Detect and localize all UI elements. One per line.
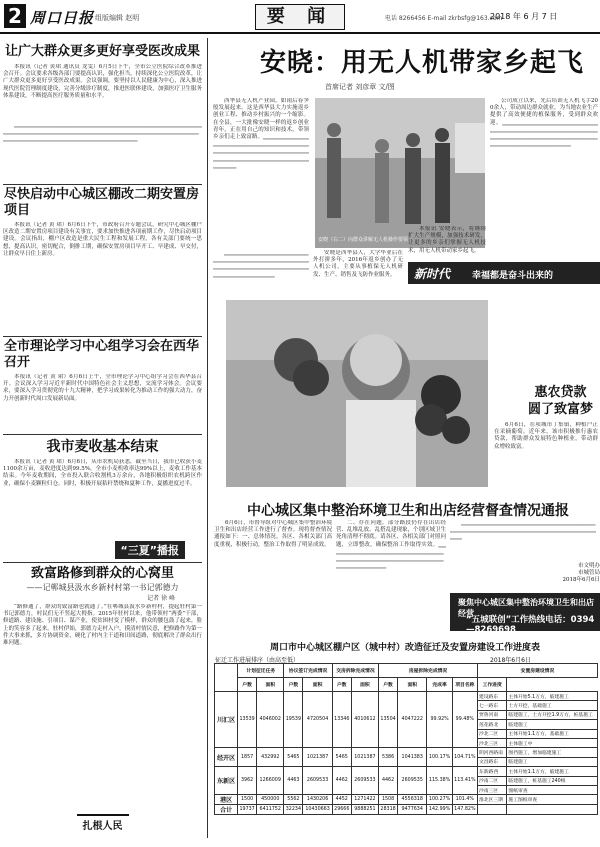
project-progress-cell: 主体开始1.1万方，基础施工 bbox=[507, 729, 598, 738]
contact-info: 电话 8266456 E-mail zkrbsfg@163.com bbox=[385, 15, 503, 22]
project-progress-cell: 临建施工 bbox=[507, 757, 598, 766]
table-cell: 1857 bbox=[238, 748, 257, 767]
subheader-cell: 面积 bbox=[351, 678, 378, 692]
district-cell: 东新区 bbox=[215, 767, 238, 795]
table-cell: 4010612 bbox=[351, 692, 378, 748]
table-cell: 100.27% bbox=[427, 795, 452, 805]
table-cell: 147.82% bbox=[452, 805, 477, 815]
header-cell bbox=[215, 664, 238, 692]
table-header-row bbox=[215, 664, 598, 678]
notice-signature: 市文明办 市城管局 2018年6月6日 bbox=[562, 563, 600, 583]
divider bbox=[3, 336, 202, 337]
table-cell: 13504 bbox=[379, 692, 398, 748]
table-cell: 432992 bbox=[257, 748, 284, 767]
table-cell: 1041383 bbox=[398, 748, 427, 767]
article-2-headline: 尽快启动中心城区棚改二期安置房项目 bbox=[4, 187, 200, 218]
project-name-cell: 淮北区三期 bbox=[477, 795, 506, 805]
table-cell: 2609533 bbox=[351, 767, 378, 795]
table-row bbox=[215, 692, 598, 701]
new-era-banner bbox=[408, 262, 600, 284]
table-cell: 100.17% bbox=[427, 748, 452, 767]
project-name-cell: 沙北三区 bbox=[477, 738, 506, 747]
grape-photo-image bbox=[226, 300, 488, 487]
table-cell: 4462 bbox=[332, 767, 351, 795]
header-cell: 安置房建设情况 bbox=[477, 664, 597, 678]
left-column bbox=[0, 38, 205, 847]
main-byline: 首席记者 刘彦章 文/图 bbox=[325, 83, 395, 91]
project-progress-cell: 主体开始1.1万方，临建施工 bbox=[507, 767, 598, 776]
main-col-1: 西华县无人机产业园，如雨后春笋般发展起来。这是西华县大力实施返乡创业工程、推动乡村振兴的一个缩影。在全县，一大批像安晓一样的返乡创业青年，正在用自己的知识和技术，带领乡亲们走上致富路。▁▁▁▁▁▁▁▁▁▁▁▁▁▁▁▁▁▁▁▁▁▁▁▁▁▁▁▁▁▁▁▁▁▁▁▁▁▁▁▁▁▁▁▁▁▁▁▁▁▁▁▁▁▁▁▁▁▁▁▁▁▁▁▁▁▁▁▁▁▁▁▁▁▁▁▁▁▁▁▁▁▁▁▁▁▁▁▁▁▁▁▁▁ bbox=[213, 98, 309, 169]
divider bbox=[3, 562, 202, 563]
section-title: 要 闻 bbox=[255, 4, 345, 30]
project-name-cell bbox=[477, 805, 506, 815]
district-cell: 川汇区 bbox=[215, 692, 238, 748]
header-cell: 交房拆除完成情况 bbox=[332, 664, 378, 678]
table-cell: 29666 bbox=[332, 805, 351, 815]
table-subheader-row bbox=[215, 678, 598, 692]
main-col-4: 本报讯 安晓表示，将继续扩大生产规模，加强技术研发，让更多的乡亲们掌握无人机技术，用无人机带动家乡起飞。 bbox=[408, 226, 486, 254]
table-cell: 2609535 bbox=[398, 767, 427, 795]
table-cell: 13539 bbox=[238, 692, 257, 748]
project-name-cell: 七一路东 bbox=[477, 701, 506, 710]
zhagen-banner-wrap bbox=[0, 814, 205, 833]
project-name-cell: 沙北二区 bbox=[477, 729, 506, 738]
project-progress-cell: 施工图纸审查 bbox=[507, 795, 598, 805]
table-cell: 4452 bbox=[332, 795, 351, 805]
notice-headline: 中心城区集中整治环境卫生和出店经营督查情况通报 bbox=[247, 503, 569, 519]
table-cell: 1271422 bbox=[351, 795, 378, 805]
project-name-cell: 莲花路北 bbox=[477, 720, 506, 729]
subheader-cell: 面积 bbox=[257, 678, 284, 692]
hotline-title: 聚焦中心城区集中整治环境卫生和出店经营 bbox=[458, 598, 594, 618]
column-divider bbox=[207, 38, 208, 838]
table-cell: 1430206 bbox=[303, 795, 332, 805]
new-era-slogan: 幸福都是奋斗出来的 bbox=[472, 271, 554, 281]
project-name-cell: 沙南三区 bbox=[477, 785, 506, 794]
header-cell: 协议签订完成情况 bbox=[284, 664, 332, 678]
table-cell: 5562 bbox=[284, 795, 303, 805]
project-progress-cell: 临建施工，土方开挖1.9万方，桩基施工 bbox=[507, 710, 598, 719]
table-cell: 4463 bbox=[284, 767, 303, 795]
table-cell: 3962 bbox=[238, 767, 257, 795]
project-name-cell: 沙南二区 bbox=[477, 776, 506, 785]
loan-body: 6月6日，在项城市丁集镇，种植户正在采摘葡萄。近年来，该市积极推行惠农贷款，帮助群众发展特色种植业，带动群众增收致富。 bbox=[494, 422, 598, 450]
table-cell: 450000 bbox=[257, 795, 284, 805]
table-row bbox=[215, 748, 598, 757]
article-1-body: ▁▁▁▁▁▁▁▁▁▁▁▁▁▁▁▁▁▁▁▁▁▁▁▁▁▁▁▁▁▁▁▁▁▁▁▁▁▁▁▁▁▁▁▁▁▁▁▁▁▁▁▁▁▁▁▁▁▁▁▁▁▁▁▁▁▁▁▁▁▁▁▁▁▁▁▁▁▁▁▁▁▁▁▁▁▁▁▁▁▁▁▁▁▁▁▁▁▁▁▁▁▁▁▁▁▁▁▁▁▁▁▁▁▁▁▁▁▁▁▁▁▁▁▁▁▁▁▁▁▁▁▁▁▁▁ bbox=[3, 122, 202, 143]
subheader-cell: 户数 bbox=[379, 678, 398, 692]
article-5-subhead: ——记郸城县汲水乡新村村第一书记郭德力 bbox=[26, 583, 179, 592]
project-progress-cell: 围挡施工，增加临建施工 bbox=[507, 748, 598, 757]
project-name-cell: 贾鲁河南 bbox=[477, 710, 506, 719]
article-1-lead: 本报讯（记者 黄珺 通讯员 龙雯）6月5日下午，全市公立医院综合改革推进会召开。会议要求各级各部门要提高认识，强化担当，持续深化公立医院改革，让广大群众更多更好享受医改成果。会议强调，要坚持以人民健康为中心，深入推进现代医院管理制度建设，完善分级诊疗制度，推进医联体建设，加强医疗卫生服务体系建设，不断提高医疗服务质量和水平。 bbox=[3, 64, 202, 99]
zhagen-banner: 扎根人民 bbox=[77, 814, 129, 833]
page-number: 2 bbox=[4, 4, 26, 28]
subheader-cell: 户数 bbox=[284, 678, 303, 692]
new-era-title: 新时代 bbox=[414, 267, 451, 281]
article-3-body: 本报讯（记者 黄 珺）6月6日上午，全市理论学习中心组学习会在西华县召开。会议深入学习习近平新时代中国特色社会主义思想，交流学习体会。会议要求，要深入学习贯彻党的十九大精神，把学习成果转化为推动工作的强大动力，奋力开创新时代周口发展新局面。 bbox=[3, 374, 202, 402]
table-cell: 2609533 bbox=[303, 767, 332, 795]
table-cell: 5465 bbox=[332, 748, 351, 767]
loan-headline: 惠农贷款 圆了致富梦 bbox=[528, 385, 594, 417]
table-cell: 6411752 bbox=[257, 805, 284, 815]
district-cell: 港区 bbox=[215, 795, 238, 805]
table-cell: 101.4% bbox=[452, 795, 477, 805]
table-date: 2018年6月6日 bbox=[490, 657, 531, 664]
table-cell: 9888251 bbox=[351, 805, 378, 815]
table-cell: 1021387 bbox=[303, 748, 332, 767]
table-cell: 5386 bbox=[379, 748, 398, 767]
table-row bbox=[215, 767, 598, 776]
divider bbox=[3, 434, 202, 435]
table-cell: 19737 bbox=[238, 805, 257, 815]
table-cell: 4047222 bbox=[398, 692, 427, 748]
subheader-cell: 面积 bbox=[303, 678, 332, 692]
table-cell: 4720504 bbox=[303, 692, 332, 748]
district-cell: 经开区 bbox=[215, 748, 238, 767]
article-4-body: 本报讯（记者 黄 珺）6月6日，从市农机局获悉，截至当日，我市已收获小麦1100余万亩，麦收进度达到99.5%，全市小麦机收率达99%以上，麦收工作基本结束。今年麦收期间，全市投入联合收割机3万余台，各地积极组织农机跨区作业，确保小麦颗粒归仓。同时，积极开展秸秆禁烧和夏种工作，夏播进度过半。 bbox=[3, 459, 202, 487]
editor-credit: 组版编辑 赵明 bbox=[95, 14, 140, 22]
table-cell: 99.92% bbox=[427, 692, 452, 748]
table-cell: 115.38% bbox=[427, 767, 452, 795]
article-5-headline: 致富路修到群众的心窝里 bbox=[30, 566, 174, 581]
divider bbox=[3, 184, 202, 185]
article-4-headline: 我市麦收基本结束 bbox=[46, 439, 159, 455]
notice-body-2: 二、存在问题。部分路段仍存在出店经营、乱堆乱放、乱搭乱建现象，个别区域卫生死角清理不彻底。请各区、各相关部门对照问题，立即整改，确保整治工作取得实效。▁▁▁▁▁▁▁▁▁▁▁▁▁▁▁▁▁▁▁▁▁▁▁▁▁▁▁▁▁▁▁▁▁▁▁▁▁▁▁▁▁▁▁▁▁▁▁▁▁▁▁▁▁▁▁▁▁▁▁▁▁▁▁▁▁▁▁▁▁▁▁ bbox=[336, 520, 446, 570]
subheader-cell: 工作进度 bbox=[477, 678, 506, 692]
article-5-body: “路修通了，群众的致富路也就通了。”在郸城县汲水乡新村村，提起驻村第一书记郭德力，村民们无不竖起大拇指。2015年驻村以来，他带领村“两委”干部，修道路、建设施、引项目、谋产业，使贫困村变了模样，群众的腰包鼓了起来，脸上的笑容多了起来。驻村伊始，郭德力走村入户，摸清村情民意，把修路作为第一件大事来抓，多方协调资金，硬化了村内主干道和田间道路，彻底解决了群众出行难问题。 bbox=[3, 604, 202, 647]
project-name-cell: 文昌路东 bbox=[477, 757, 506, 766]
table-row bbox=[215, 795, 598, 805]
subheader-cell: 户数 bbox=[332, 678, 351, 692]
table-cell: 113.41% bbox=[452, 767, 477, 795]
table-row bbox=[215, 805, 598, 815]
table-cell: 28318 bbox=[379, 805, 398, 815]
table-cell: 1021387 bbox=[351, 748, 378, 767]
project-progress-cell: 临建施工 bbox=[507, 720, 598, 729]
table-cell: 4556318 bbox=[398, 795, 427, 805]
table-cell: 19539 bbox=[284, 692, 303, 748]
table-cell: 99.48% bbox=[452, 692, 477, 748]
main-col-2: 安晓是西华县人，大学毕业后在外打拼多年，2016年返乡创办了无人机公司，主要从事植保无人机研发、生产、销售及飞防作业服务。 bbox=[313, 250, 403, 278]
subheader-cell: 户数 bbox=[238, 678, 257, 692]
drone-photo-caption: 安晓（右二）向群众讲解无人机操作要领 bbox=[318, 237, 409, 243]
district-cell: 合计 bbox=[215, 805, 238, 815]
header-cell: 计划征迁任务 bbox=[238, 664, 284, 678]
table-cell: 32234 bbox=[284, 805, 303, 815]
project-progress-cell: 主体开始5.1万方，临建施工 bbox=[507, 692, 598, 701]
table-cell: 13346 bbox=[332, 692, 351, 748]
table-title: 周口市中心城区棚户区（城中村）改造征迁及安置房建设工作进度表 bbox=[269, 643, 540, 653]
hotline-box bbox=[450, 593, 600, 635]
project-progress-cell: 主体施工中 bbox=[507, 738, 598, 747]
masthead bbox=[0, 0, 600, 34]
issue-date: 2018 年 6 月 7 日 bbox=[490, 12, 558, 21]
notice-body-3: ▁▁▁▁▁▁▁▁▁▁▁▁▁▁▁▁▁▁▁▁▁▁▁▁▁▁▁▁▁▁▁▁▁▁▁▁▁▁▁▁▁▁▁▁▁▁▁▁▁▁▁▁▁▁▁▁▁▁▁▁▁▁▁▁▁▁▁▁▁▁▁▁▁▁▁▁ bbox=[450, 520, 596, 541]
project-progress-cell: 临建施工，桩基施工240根 bbox=[507, 776, 598, 785]
table-cell: 4046002 bbox=[257, 692, 284, 748]
main-col-3: 公司成立以来，先后培训无人机飞手200余人，带动周边群众就业，为当地农业生产提供了高效便捷的植保服务，受到群众欢迎。▁▁▁▁▁▁▁▁▁▁▁▁▁▁▁▁▁▁▁▁▁▁▁▁▁▁▁▁▁▁▁▁▁▁▁▁▁▁▁▁▁▁▁▁▁▁▁▁▁▁▁▁▁▁▁▁▁▁▁▁▁▁▁▁▁▁▁▁▁▁▁▁▁▁▁▁▁▁▁▁▁▁▁▁▁▁▁▁▁▁▁▁▁▁▁▁▁▁▁▁▁▁ bbox=[490, 98, 598, 148]
subheader-cell: 完成率 bbox=[427, 678, 452, 692]
header-cell: 房屋拆除完成情况 bbox=[379, 664, 478, 678]
main-col-1b: ▁▁▁▁▁▁▁▁▁▁▁▁▁▁▁▁▁▁▁▁▁▁▁▁▁▁▁▁▁▁▁▁▁▁▁▁▁▁▁▁▁▁▁▁▁▁▁▁▁▁▁▁▁▁▁▁▁▁▁▁▁▁▁▁▁▁▁▁▁▁▁▁▁▁▁▁▁▁▁▁▁▁▁▁▁▁▁▁ bbox=[213, 250, 309, 278]
project-progress-cell bbox=[507, 805, 598, 815]
table-cell: 1500 bbox=[238, 795, 257, 805]
article-2-body: 本报讯（记者 黄 珺）6月6日下午，市政府召开专题会议，研究中心城区棚户区改造二期安置房项目建设有关事宜，要求加快推进各项前期工作，尽快启动项目建设。会议指出，棚户区改造是重大民生工程和发展工程，各有关部门要统一思想，提高认识，密切配合，倒排工期，确保安置房项目早开工、早建成、早交付，让群众早日住上新房。 bbox=[3, 222, 202, 257]
project-progress-cell: 土方开挖，基础施工 bbox=[507, 701, 598, 710]
table-note: 征迁工作进展排序（由高至低） bbox=[215, 657, 300, 664]
table-cell: 104.71% bbox=[452, 748, 477, 767]
project-name-cell: 阴河西路南 bbox=[477, 748, 506, 757]
subheader-cell: 面积 bbox=[398, 678, 427, 692]
project-name-cell: 建设路东 bbox=[477, 692, 506, 701]
table-cell: 1508 bbox=[379, 795, 398, 805]
project-progress-cell: 图纸审查 bbox=[507, 785, 598, 794]
table-cell: 5465 bbox=[284, 748, 303, 767]
main-headline: 安晓：用无人机带家乡起飞 bbox=[260, 48, 585, 78]
subheader-cell: 项目名称 bbox=[452, 678, 477, 692]
notice-body-1: 6月6日，市督导组对中心城区集中整治环境卫生和出店经营工作进行了督查。现将督查情况通报如下：一、总体情况。各区、各相关部门高度重视，积极行动，整治工作取得了明显成效。 bbox=[214, 520, 332, 548]
article-3-headline: 全市理论学习中心组学习会在西华召开 bbox=[4, 339, 200, 370]
table-cell: 9477634 bbox=[398, 805, 427, 815]
table-cell: 10430663 bbox=[303, 805, 332, 815]
progress-table bbox=[214, 663, 598, 815]
article-5-reporter: 记者 徐 峰 bbox=[147, 595, 175, 602]
table-cell: 4462 bbox=[379, 767, 398, 795]
hotline-number: “五城联创”工作热线电话：0394—8269698 bbox=[466, 615, 595, 635]
sanxia-banner: “三夏”播报 bbox=[115, 541, 185, 559]
sanxia-banner-wrap bbox=[0, 539, 185, 559]
grape-photo bbox=[226, 300, 488, 487]
paper-name: 周口日报 bbox=[30, 9, 95, 27]
article-1-headline: 让广大群众更多更好享受医改成果 bbox=[4, 44, 200, 59]
project-name-cell: 东新路西 bbox=[477, 767, 506, 776]
table-cell: 142.99% bbox=[427, 805, 452, 815]
table-cell: 1266009 bbox=[257, 767, 284, 795]
